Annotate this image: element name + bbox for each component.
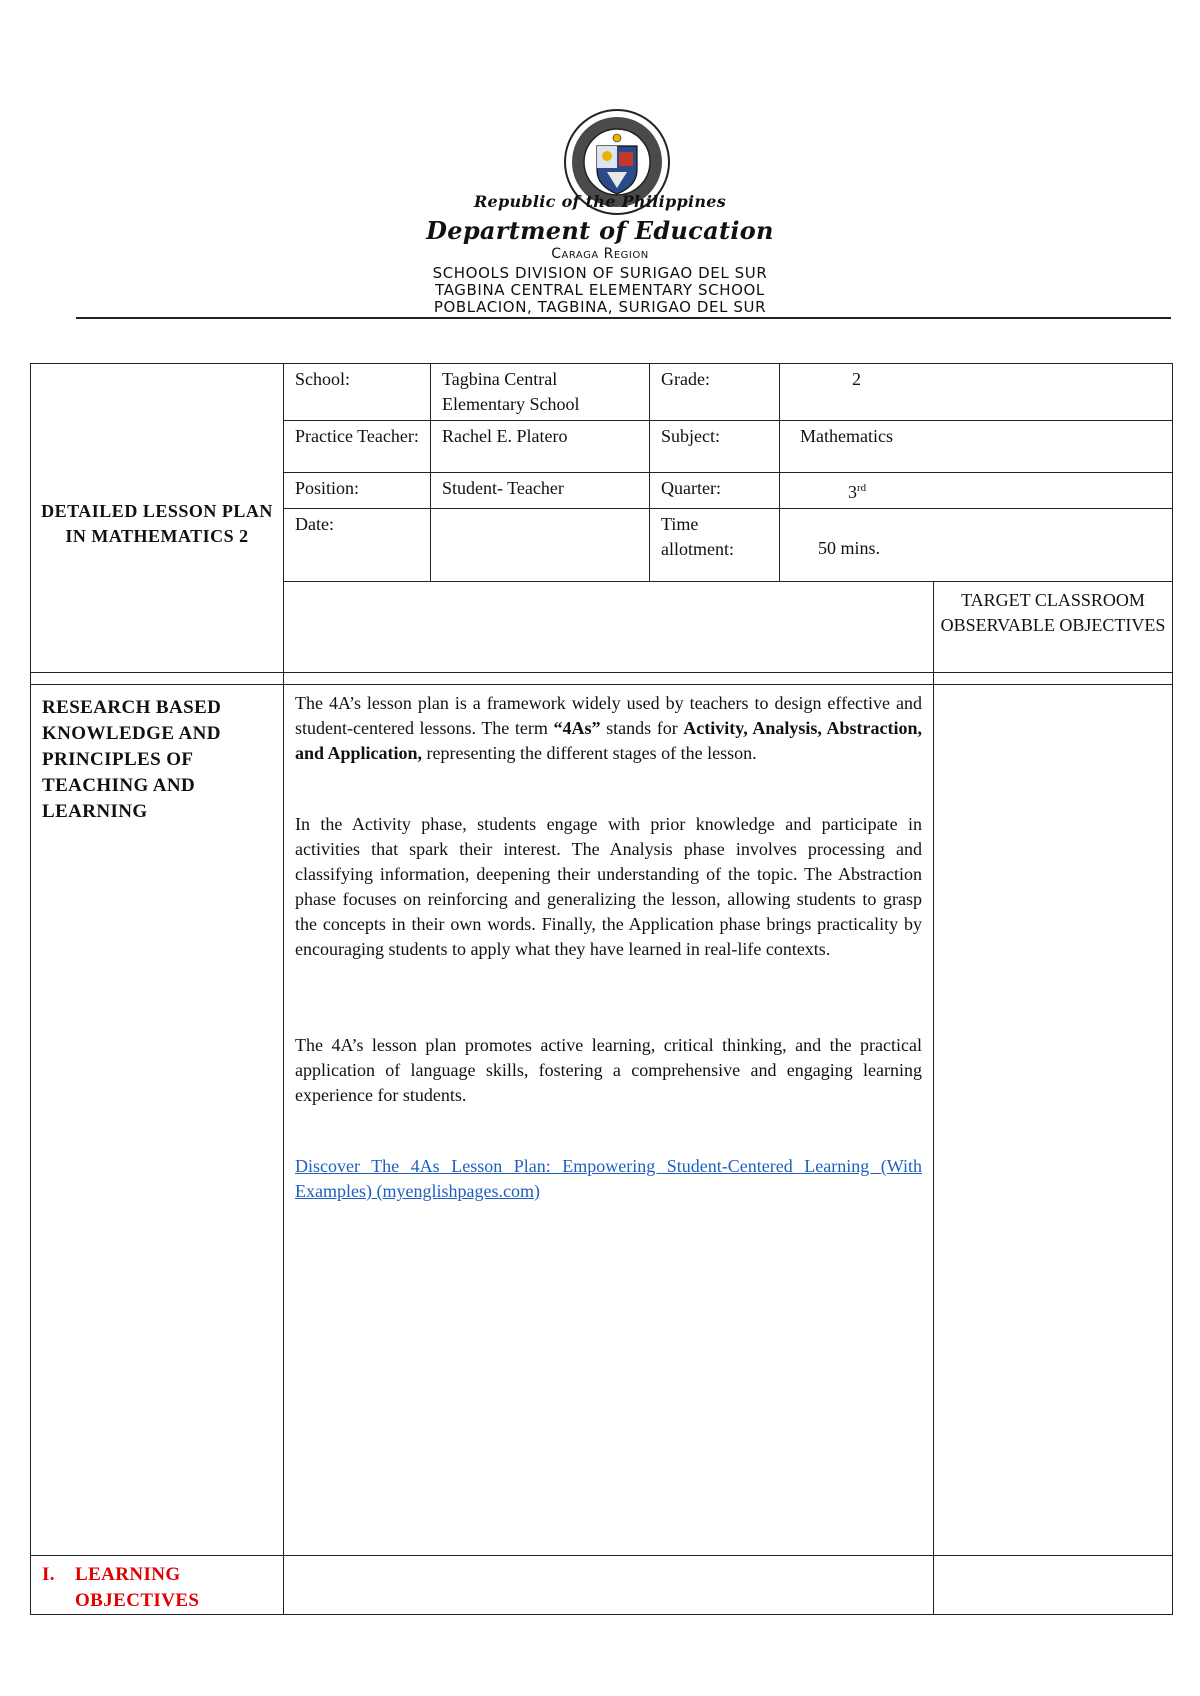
position-value: Student- Teacher bbox=[431, 473, 650, 509]
learning-objectives-target bbox=[934, 1556, 1173, 1615]
school-value: Tagbina Central Elementary School bbox=[431, 364, 650, 421]
subject-value: Mathematics bbox=[780, 421, 1173, 473]
plan-title: DETAILED LESSON PLAN IN MATHEMATICS 2 bbox=[31, 364, 284, 685]
learning-objectives-heading: I. LEARNING OBJECTIVES bbox=[31, 1556, 284, 1615]
blank-header-cell bbox=[284, 582, 934, 685]
school-label: School: bbox=[284, 364, 431, 421]
time-label: Time allotment: bbox=[650, 509, 780, 582]
school-line: TAGBINA CENTRAL ELEMENTARY SCHOOL bbox=[435, 281, 765, 299]
division-line: SCHOOLS DIVISION OF SURIGAO DEL SUR bbox=[432, 264, 768, 282]
research-heading: RESEARCH BASED KNOWLEDGE AND PRINCIPLES OF TEACHING AND LEARNING bbox=[31, 673, 284, 1556]
grade-value: 2 bbox=[780, 364, 1173, 421]
target-objectives-heading: TARGET CLASSROOM OBSERVABLE OBJECTIVES bbox=[934, 582, 1173, 685]
teacher-value: Rachel E. Platero bbox=[431, 421, 650, 473]
address-line: POBLACION, TAGBINA, SURIGAO DEL SUR bbox=[433, 298, 767, 316]
research-paragraph-3: The 4A’s lesson plan promotes active learning, critical thinking, and the practical application of language skills, fostering a comprehensive and engaging learning experience for students. bbox=[295, 1035, 922, 1105]
target-objectives-cell bbox=[934, 673, 1173, 1556]
research-body bbox=[284, 673, 934, 1556]
lesson-plan-info-table bbox=[30, 363, 1173, 685]
grade-label: Grade: bbox=[650, 364, 780, 421]
header-divider bbox=[76, 317, 1171, 319]
teacher-label: Practice Teacher: bbox=[284, 421, 431, 473]
republic-line: Republic of the Philippines bbox=[473, 192, 727, 211]
research-paragraph-2: In the Activity phase, students engage with prior knowledge and participate in activities that spark their interest. The Analysis phase involves processing and classifying information, deepening their understanding of the topic. The Abstraction phase focuses on reinforcing and generalizing the lesson, allowing students to grasp the concepts in their own words. Finally, the Application phase brings practicality by encouraging students to apply what they have learned in real-life contexts. bbox=[295, 814, 922, 959]
region-line: Caraga Region bbox=[551, 246, 649, 262]
quarter-value: 3rd bbox=[780, 473, 1173, 509]
date-label: Date: bbox=[284, 509, 431, 582]
position-label: Position: bbox=[284, 473, 431, 509]
research-paragraph-1: The 4A’s lesson plan is a framework widely used by teachers to design effective and student-centered lessons. The term “4As” stands for Activity, Analysis, Abstraction, and Application, representing the different stages of the lesson. bbox=[295, 693, 922, 763]
time-value: 50 mins. bbox=[780, 509, 1173, 582]
lesson-plan-body-table bbox=[30, 672, 1173, 1615]
subject-label: Subject: bbox=[650, 421, 780, 473]
date-value bbox=[431, 509, 650, 582]
learning-objectives-content bbox=[284, 1556, 934, 1615]
research-source-link[interactable]: Discover The 4As Lesson Plan: Empowering Student-Centered Learning (With Examples) (myenglishpages.com) bbox=[295, 1156, 922, 1201]
quarter-label: Quarter: bbox=[650, 473, 780, 509]
department-name: Department of Education bbox=[426, 216, 774, 245]
